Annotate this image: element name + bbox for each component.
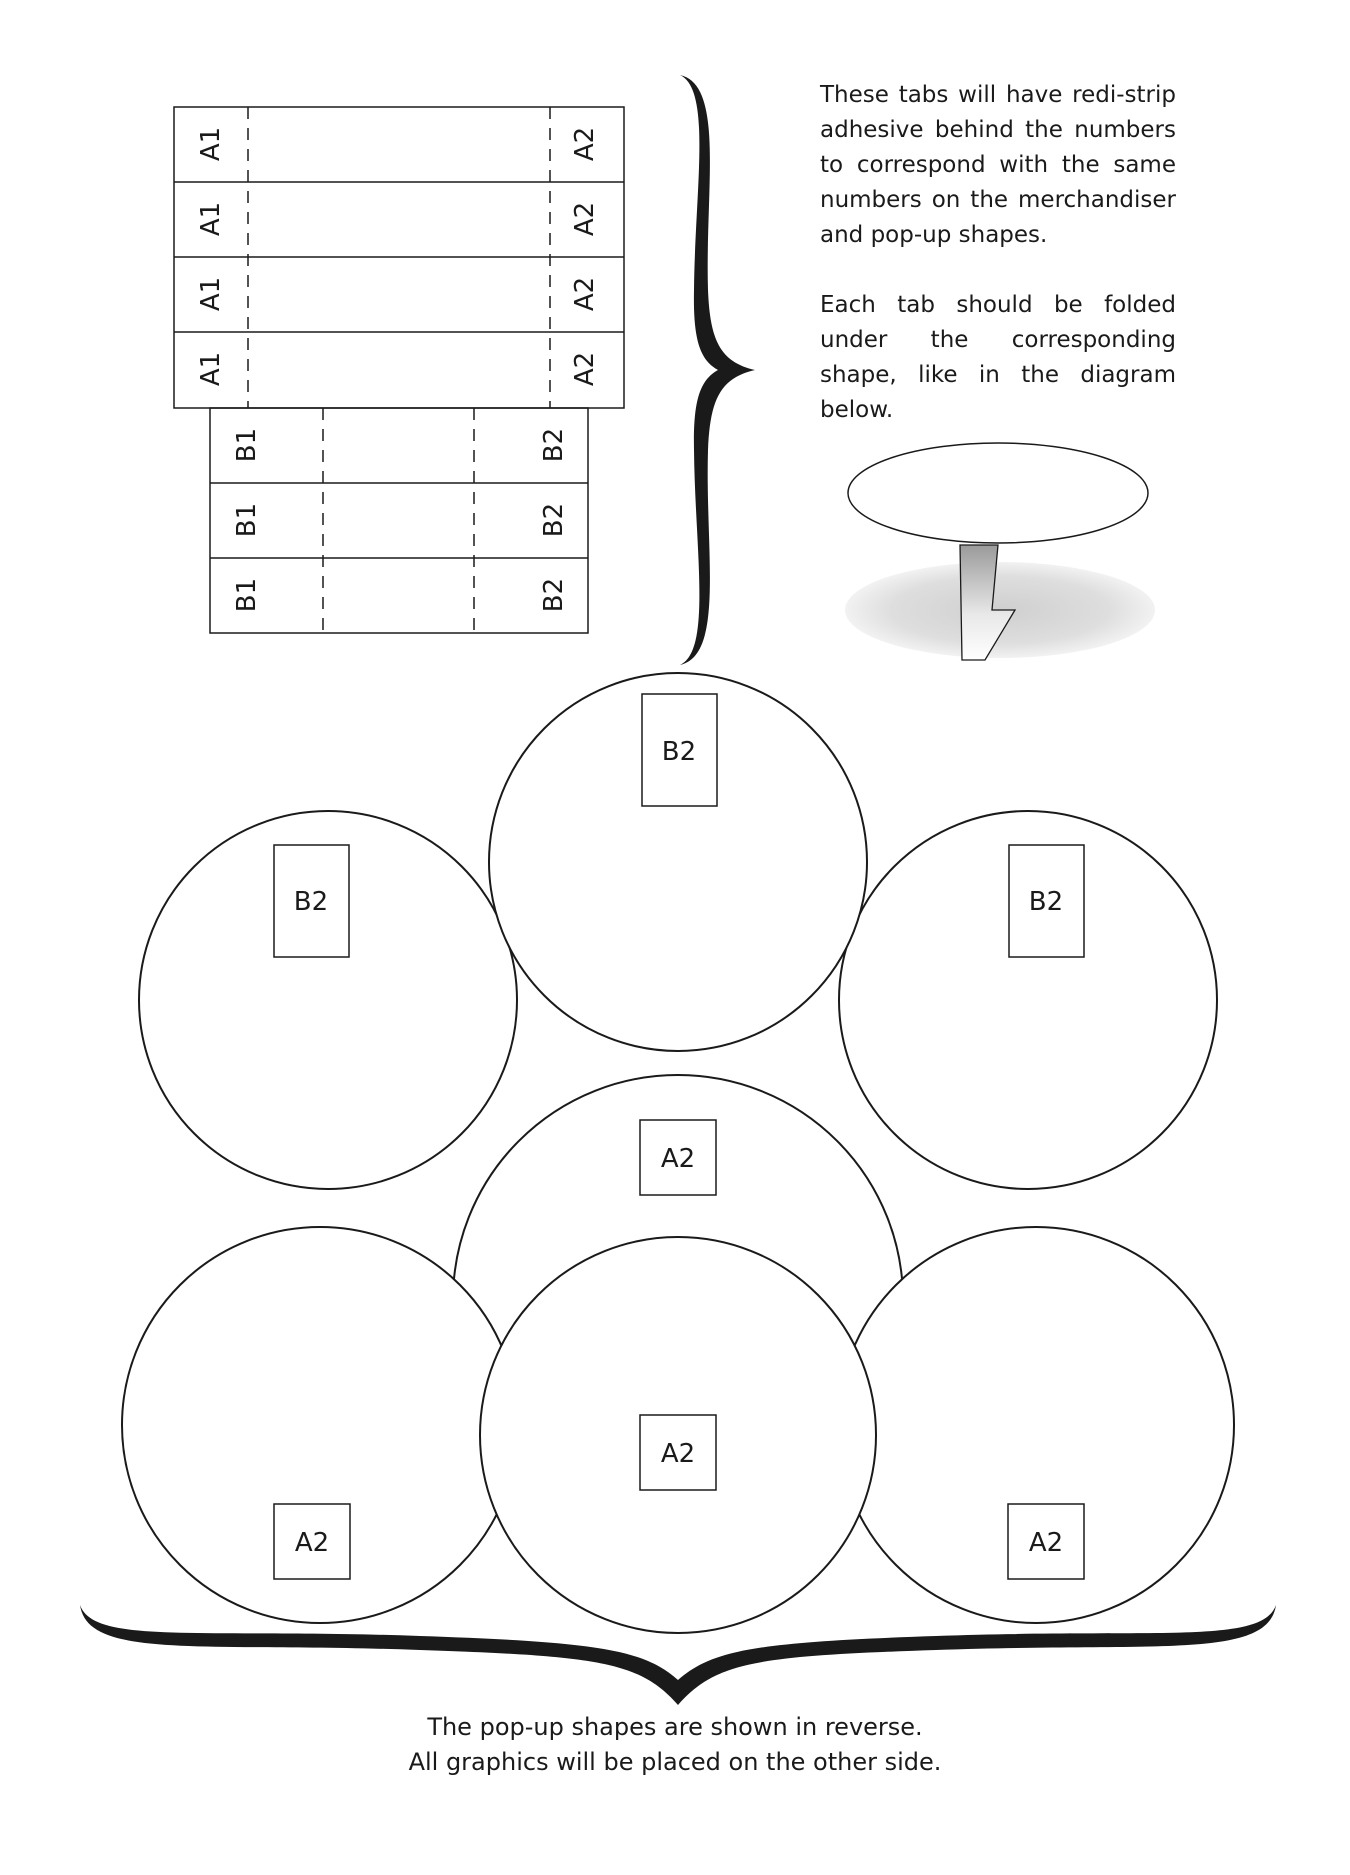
caption-line-2: All graphics will be placed on the other side. [408,1748,942,1776]
a-tab-right-label: A2 [570,126,600,162]
instructions-paragraph-1: These tabs will have redi-strip adhesive behind the numbers to correspond with the same numbers on the merchandiser and pop-up shapes. [820,82,1176,248]
b-tab-left-label: B1 [232,577,262,613]
a-tab-left-label: A1 [196,201,226,237]
caption-line-1: The pop-up shapes are shown in reverse. [427,1713,923,1741]
b-tab-right-label: B2 [539,427,569,463]
shape-label-bottom-right: A2 [1028,1528,1064,1558]
vertical-brace [680,75,755,665]
b-tab-labels [232,428,569,612]
a-tab-right-label: A2 [570,276,600,312]
b-tab-left-label: B1 [232,502,262,538]
shape-label-bottom-upper: A2 [660,1144,696,1174]
a-tab-right-label: A2 [570,351,600,387]
shape-label-top-right: B2 [1028,887,1064,917]
popup-example-diagram [845,443,1155,660]
a-tab-left-label: A1 [196,351,226,387]
shape-label-top-center: B2 [661,737,697,767]
a-tab-left-label: A1 [196,276,226,312]
tab-instructions [820,78,1176,463]
b-tab-right-label: B2 [539,577,569,613]
shape-label-bottom-left: A2 [294,1528,330,1558]
shape-label-bottom-center: A2 [660,1439,696,1469]
b-tabs-group [210,408,588,633]
a-tab-right-label: A2 [570,201,600,237]
bottom-caption [300,1710,1050,1780]
b-tab-right-label: B2 [539,502,569,538]
instructions-paragraph-2: Each tab should be folded under the corresponding shape, like in the diagram below. [820,292,1176,423]
b-tab-left-label: B1 [232,427,262,463]
shape-label-top-left: B2 [293,887,329,917]
b-tabs-outline [210,408,588,633]
a-tab-left-label: A1 [196,126,226,162]
a-tabs-group [174,107,624,408]
